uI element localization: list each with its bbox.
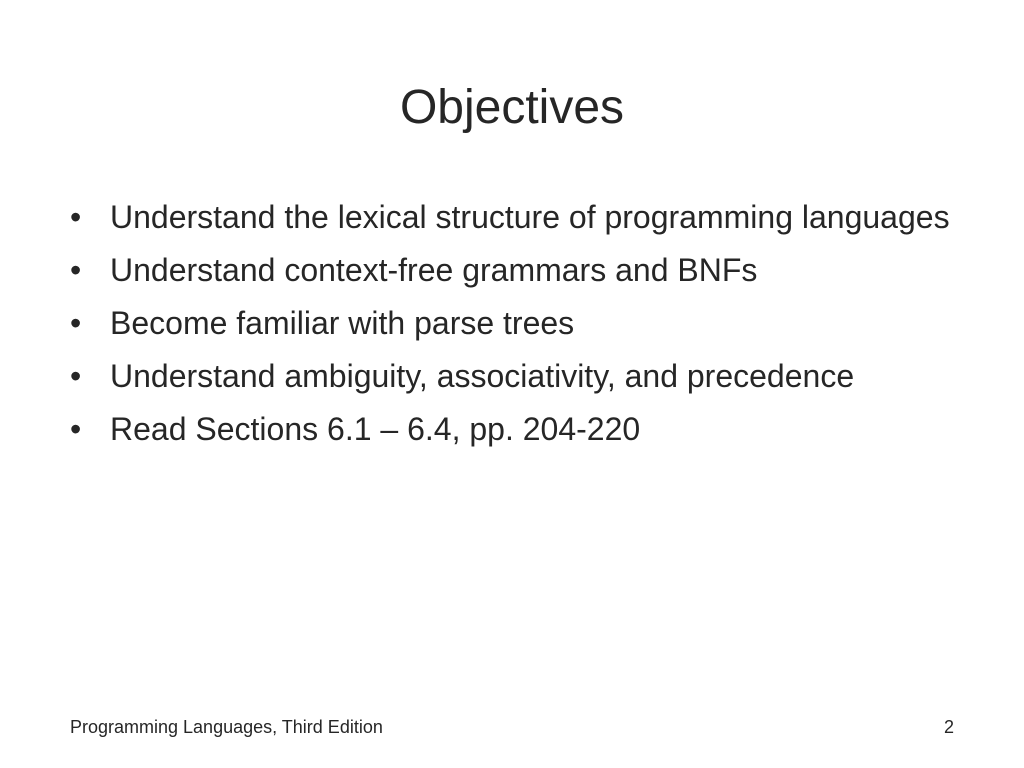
bullet-text: Understand context-free grammars and BNFs (110, 252, 758, 288)
bullet-text: Become familiar with parse trees (110, 305, 575, 341)
bullet-icon: • (70, 411, 82, 447)
list-item (70, 247, 950, 293)
bullet-text: Understand ambiguity, associativity, and precedence (110, 358, 855, 394)
footer-page-number: 2 (943, 717, 954, 737)
bullet-icon: • (70, 305, 82, 341)
list-item (70, 406, 950, 452)
bullet-text: Understand the lexical structure of programming languages (110, 199, 950, 235)
list-item (70, 353, 950, 399)
objectives-list (70, 194, 950, 459)
bullet-icon: • (70, 358, 82, 394)
list-item (70, 300, 950, 346)
footer-book-title: Programming Languages, Third Edition (70, 717, 383, 737)
bullet-icon: • (70, 252, 82, 288)
bullet-text: Read Sections 6.1 – 6.4, pp. 204-220 (110, 411, 641, 447)
bullet-icon: • (70, 199, 82, 235)
list-item (70, 194, 950, 240)
slide-title: Objectives (399, 81, 625, 134)
